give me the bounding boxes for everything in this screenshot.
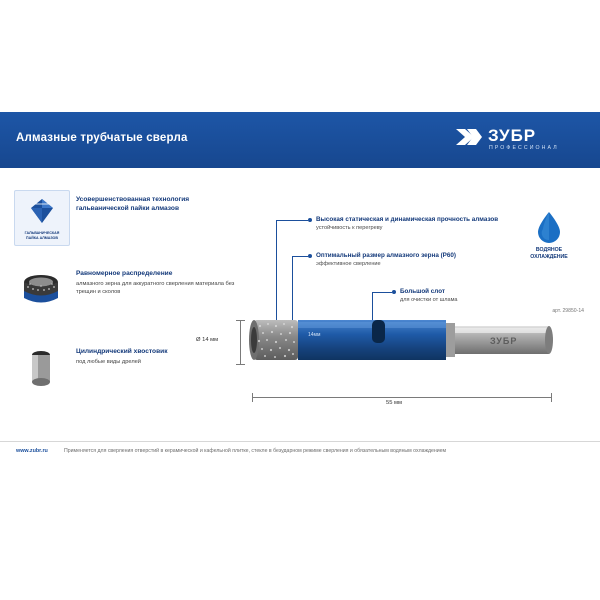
website-link[interactable]: www.zubr.ru: [16, 448, 48, 454]
callout-title: Большой слот: [400, 288, 445, 295]
callout-dot: [392, 290, 396, 294]
diameter-tick: [236, 320, 245, 321]
feature-desc: под любые виды дрелей: [76, 358, 141, 365]
callout-grain-size: [316, 252, 456, 267]
length-dimension-line: [252, 397, 552, 398]
callout-desc: эффективное сверление: [316, 261, 381, 267]
diameter-dimension-line: [240, 320, 241, 364]
diamond-badge: [14, 190, 70, 246]
footer-bar: [0, 441, 600, 464]
drill-crown-badge: [14, 264, 68, 318]
article-number: арт. 29850-14: [552, 308, 584, 314]
callout-leader-line: [372, 292, 392, 293]
cylindrical-shank-icon: [14, 342, 68, 396]
drill-crown-icon: [14, 264, 68, 318]
diameter-label: Ø 14 мм: [196, 337, 219, 343]
page-title: Алмазные трубчатые сверла: [16, 132, 188, 144]
water-drop-icon: [536, 210, 562, 244]
header-bar: [0, 112, 600, 168]
diameter-tick: [236, 364, 245, 365]
callout-title: Высокая статическая и динамическая прочность алмазов: [316, 216, 499, 223]
brand-name: ЗУБР: [488, 126, 537, 145]
product-sheet: [0, 112, 600, 464]
feature-text: [76, 348, 241, 367]
callout-leader-line: [292, 256, 308, 257]
double-chevron-right-icon: [456, 129, 482, 145]
callout-dot: [308, 218, 312, 222]
callout-leader-line: [276, 220, 277, 320]
feature-title: Усовершенствованная технология гальванической пайки алмазов: [76, 196, 190, 212]
feature-desc: алмазного зерна для аккуратного сверления материала без трещин и сколов: [76, 280, 235, 295]
feature-text: [76, 196, 241, 214]
callout-slot: [400, 288, 458, 303]
callout-strength: [316, 216, 498, 231]
length-tick: [551, 393, 552, 402]
feature-title: Равномерное распределение: [76, 270, 173, 277]
water-cooling-badge: [516, 210, 582, 261]
callout-desc: устойчивость к перегреву: [316, 225, 383, 231]
product-illustration: [246, 310, 566, 380]
callout-dot: [308, 254, 312, 258]
feature-title: Цилиндрический хвостовик: [76, 348, 168, 355]
length-label: 55 мм: [386, 400, 403, 406]
water-cooling-label: ВОДЯНОЕ ОХЛАЖДЕНИЕ: [530, 247, 568, 260]
callout-leader-line: [276, 220, 308, 221]
feature-text: [76, 270, 241, 297]
diamond-core-bit-drawing: [246, 310, 566, 380]
footer-note: Применяется для сверления отверстий в керамической и кафельной плитке, стекле в безударном режиме сверления и обязательным водяным охлаждением: [64, 448, 447, 454]
shank-badge: [14, 342, 68, 396]
brand-subtitle: ПРОФЕССИОНАЛ: [489, 145, 559, 151]
svg-text:14мм: 14мм: [308, 332, 321, 338]
diamond-icon: [15, 191, 69, 231]
brand-logo: [456, 124, 586, 158]
length-tick: [252, 393, 253, 402]
svg-text:ЗУБР: ЗУБР: [490, 336, 518, 346]
callout-desc: для очистки от шлама: [400, 297, 458, 303]
callout-title: Оптимальный размер алмазного зерна (P60): [316, 252, 456, 259]
diamond-badge-label: ГАЛЬВАНИЧЕСКАЯ ПАЙКА АЛМАЗОВ: [24, 231, 60, 240]
